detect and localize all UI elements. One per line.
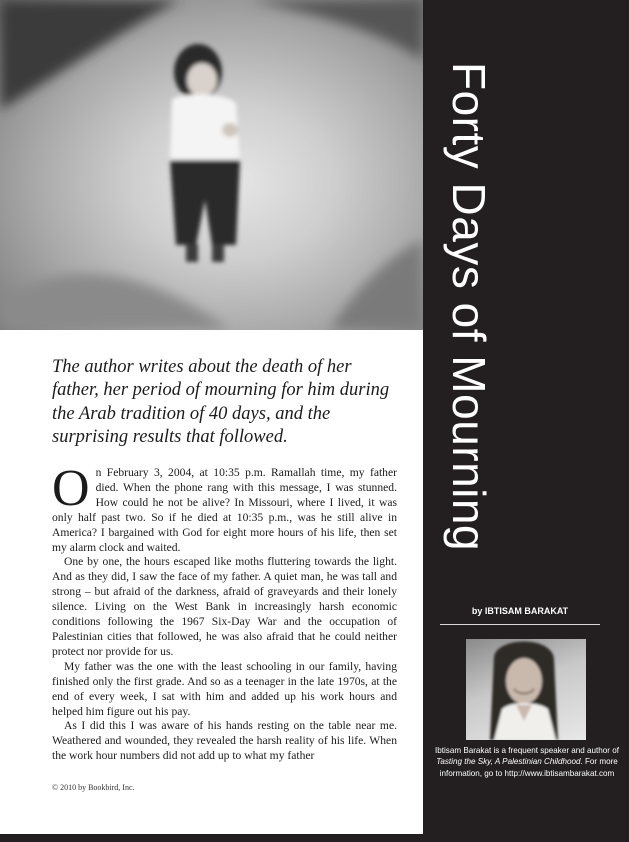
author-bio	[432, 745, 622, 779]
copyright: © 2010 by Bookbird, Inc.	[52, 783, 135, 792]
byline: by IBTISAM BARAKAT	[471, 606, 569, 616]
drop-cap: O	[52, 460, 90, 517]
paragraph	[52, 460, 397, 555]
paragraph: One by one, the hours escaped like moths fluttering towards the light. And as they did, I saw the face of my father. A quiet man, he was tall and strong – but afraid of the darkness, afraid of graveyards and their lonely silence. Living on the West Bank in increasingly harsh economic conditions following the 1967 Six-Day War and the occupation of Palestinian cities that followed, he was also afraid that he could neither protect nor provide for us.	[52, 555, 397, 658]
bio-text-link: . For more information, go to http://www.ibtisambarakat.com	[439, 757, 618, 778]
paragraph: My father was the one with the least schooling in our family, having finished only the first grade. And so as a teenager in the late 1970s, at the end of every week, I sat with him and added up his work hours and helped him figure out his pay.	[52, 659, 397, 718]
article-title: Forty Days of Mourning	[443, 62, 495, 552]
footer-bar	[0, 834, 423, 842]
author-photo	[466, 639, 586, 740]
divider	[440, 624, 600, 625]
lede: The author writes about the death of her father, her period of mourning for him during the Arab tradition of 40 days, and the surprising results that followed.	[52, 357, 390, 447]
article-body	[52, 460, 397, 764]
hero-photo-child	[0, 0, 423, 330]
paragraph-text: n February 3, 2004, at 10:35 p.m. Ramallah time, my father died. When the phone rang with this message, I was stunned. How could he not be alive? In Missouri, where I lived, it was only half past two. So if he died at 10:35 p.m., was he still alive in America? I bargained with God for eight more hours of his life, then set my alarm clock and waited.	[52, 466, 397, 554]
bio-text: Ibtisam Barakat is a frequent speaker and author of	[434, 746, 619, 755]
paragraph: As I did this I was aware of his hands resting on the table near me. Weathered and wounded, they revealed the harsh reality of his life. When the work hour numbers did not add up to what my father	[52, 719, 397, 763]
book-title: Tasting the Sky, A Palestinian Childhood	[436, 757, 581, 767]
